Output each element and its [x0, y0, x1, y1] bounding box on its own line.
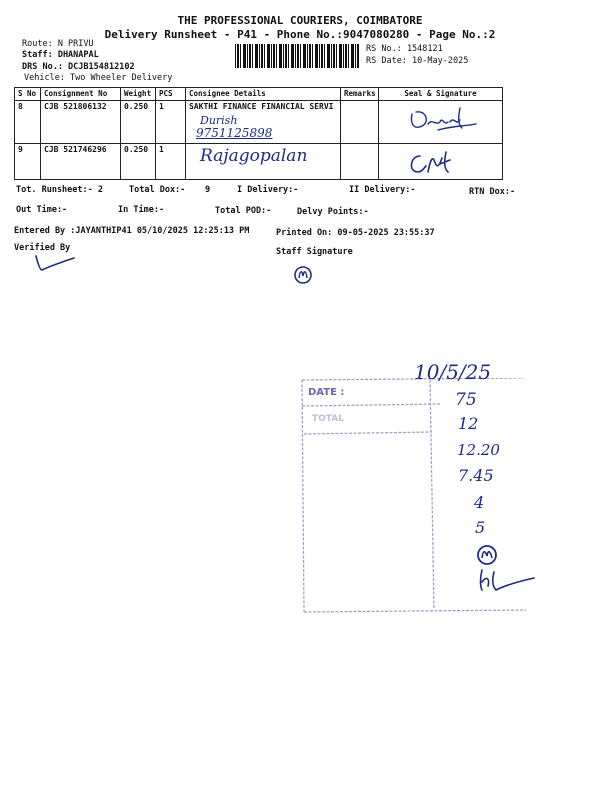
handwritten-name: Durish [200, 114, 238, 127]
out-time: Out Time:- [16, 205, 68, 215]
handwritten-consignee: Rajagopalan [200, 146, 308, 166]
handwritten-stamp-date: 10/5/25 [414, 360, 492, 384]
row-remarks [341, 101, 379, 144]
i-delivery: I Delivery:- [237, 185, 299, 195]
verified-signature [34, 254, 76, 274]
staff-signature-label: Staff Signature [276, 247, 353, 257]
stamp-mark-initials [476, 568, 536, 592]
stamp-entry: 7.45 [458, 466, 494, 485]
stamp-entry: 5 [475, 518, 486, 537]
row-pcs: 1 [156, 101, 186, 144]
row-remarks [341, 144, 379, 180]
tot-runsheet: Tot. Runsheet:- 2 [16, 185, 103, 195]
table-header-row [15, 88, 503, 101]
barcode [235, 44, 360, 68]
row-sno: 8 [15, 101, 41, 144]
stamp-entry: 12.20 [457, 441, 500, 459]
col-weight: Weight [121, 88, 156, 101]
stamp-mark-circle [474, 542, 500, 568]
row-consignment: CJB 521806132 [41, 101, 121, 144]
row-pcs: 1 [156, 144, 186, 180]
row-weight: 0.250 [121, 144, 156, 180]
drs-number: DRS No.: DCJB154812102 [22, 62, 135, 72]
consignee-name: SAKTHI FINANCE FINANCIAL SERVI [189, 102, 334, 111]
stamp-entry: 75 [455, 390, 477, 410]
vehicle: Vehicle: Two Wheeler Delivery [24, 73, 173, 83]
col-seal-signature: Seal & Signature [379, 88, 503, 101]
total-dox-value: 9 [205, 185, 211, 195]
printed-on: Printed On: 09-05-2025 23:55:37 [276, 228, 435, 238]
rs-number: RS No.: 1548121 [366, 44, 443, 54]
verified-by: Verified By [14, 243, 71, 253]
col-sno: S No [15, 88, 41, 101]
stamp-entry: 4 [474, 493, 485, 512]
stamp-total-label: TOTAL [312, 414, 344, 424]
col-consignment: Consignment No [41, 88, 121, 101]
staff: Staff: DHANAPAL [22, 50, 99, 60]
col-consignee: Consignee Details [186, 88, 341, 101]
stamp-date-label: DATE : [308, 387, 345, 398]
row-sno: 9 [15, 144, 41, 180]
total-pod: Total POD:- [215, 206, 272, 216]
staff-signature-mark [292, 264, 314, 286]
row-consignment: CJB 521746296 [41, 144, 121, 180]
stamp-entry: 12 [458, 414, 479, 433]
entered-by: Entered By :JAYANTHIP41 05/10/2025 12:25:13 PM [14, 226, 250, 236]
total-dox: Total Dox:- [129, 185, 186, 195]
delvy-points: Delvy Points:- [297, 207, 369, 217]
col-pcs: PCS [156, 88, 186, 101]
runsheet-title: Delivery Runsheet - P41 - Phone No.:9047080280 - Page No.:2 [104, 28, 496, 41]
company-title: THE PROFESSIONAL COURIERS, COIMBATORE [177, 14, 423, 27]
col-remarks: Remarks [341, 88, 379, 101]
rs-date: RS Date: 10-May-2025 [366, 56, 469, 66]
in-time: In Time:- [118, 205, 165, 215]
handwritten-phone: 9751125898 [196, 126, 273, 140]
signature-dasil [408, 104, 478, 136]
signature-cn [404, 148, 458, 178]
rtn-dox: RTN Dox:- [469, 187, 516, 197]
row-weight: 0.250 [121, 101, 156, 144]
ii-delivery: II Delivery:- [349, 185, 416, 195]
route: Route: N PRIVU [22, 39, 94, 49]
